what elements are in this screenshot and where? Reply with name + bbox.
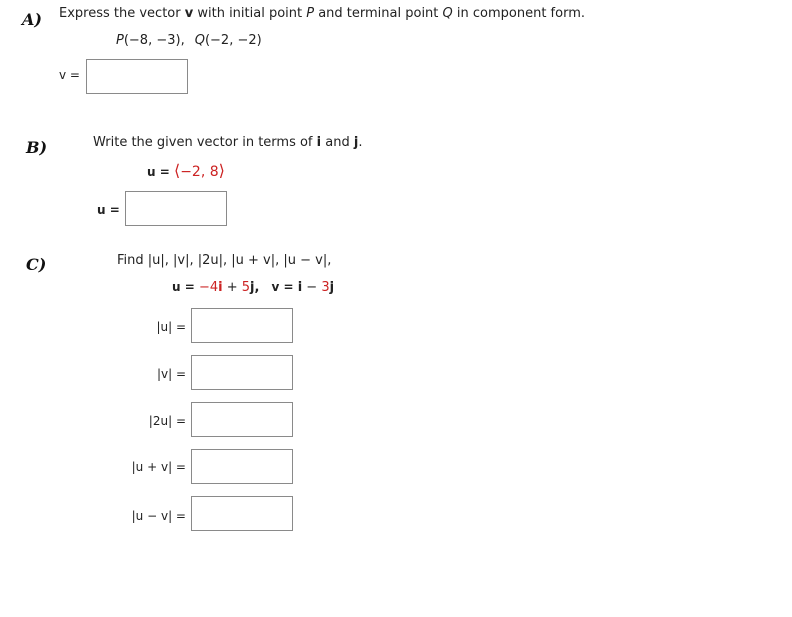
answer-v-label: v = [59, 68, 80, 82]
part-c-label: C) [26, 255, 47, 274]
part-a-label: A) [22, 10, 42, 29]
instruction-text: Write the given vector in terms of [93, 135, 317, 150]
part-a-instruction [59, 6, 585, 21]
point-p-coords: (−8, −3), [123, 33, 185, 48]
point-q-coords: (−2, −2) [204, 33, 262, 48]
unit-j-symbol: j [353, 135, 359, 150]
given-v-coef-j: 3 [321, 280, 330, 295]
given-u-coef-j: 5 [241, 280, 251, 295]
magnitude-u-plus-v-label: |u + v| = [131, 460, 186, 474]
given-v-i: i [297, 280, 303, 295]
given-u-name: u = [147, 165, 174, 179]
point-q-symbol: Q [442, 6, 453, 21]
angle-bracket-open: ⟨ [173, 161, 181, 180]
part-b-given-vector [147, 161, 225, 180]
magnitude-v-label: |v| = [156, 367, 186, 381]
magnitude-u-plus-v-input[interactable] [191, 449, 293, 484]
magnitude-2u-label: |2u| = [148, 414, 186, 428]
magnitude-u-input[interactable] [191, 308, 293, 343]
instruction-text: . [358, 135, 363, 150]
magnitude-u-minus-v-input[interactable] [191, 496, 293, 531]
magnitude-u-minus-v-label: |u − v| = [131, 509, 186, 523]
given-u-i: i [218, 280, 223, 295]
given-v-label: v = [271, 280, 298, 294]
part-b-label: B) [26, 138, 48, 157]
answer-u-label: u = [97, 203, 120, 217]
given-u-coef-i: −4 [198, 280, 219, 295]
part-c-given-vectors [172, 280, 334, 295]
magnitude-v-input[interactable] [191, 355, 293, 390]
part-a-points [116, 33, 262, 48]
unit-i-symbol: i [316, 135, 322, 150]
part-b-instruction [93, 135, 362, 150]
magnitude-u-label: |u| = [156, 320, 186, 334]
instruction-text: with initial point [193, 6, 307, 21]
given-u-j: j, [250, 280, 260, 295]
instruction-text: and [321, 135, 354, 150]
given-u-label: u = [172, 280, 199, 294]
angle-bracket-close: ⟩ [218, 161, 225, 180]
point-p-name: P [116, 33, 124, 48]
point-q-name: Q [194, 33, 205, 48]
answer-u-input[interactable] [125, 191, 227, 226]
magnitude-2u-input[interactable] [191, 402, 293, 437]
instruction-text: in component form. [452, 6, 585, 21]
minus-sign: − [302, 280, 322, 295]
plus-sign: + [222, 280, 242, 295]
answer-v-input[interactable] [86, 59, 188, 94]
point-p-symbol: P [306, 6, 315, 21]
instruction-text: and terminal point [314, 6, 443, 21]
part-c-instruction: Find |u|, |v|, |2u|, |u + v|, |u − v|, [117, 253, 332, 268]
given-u-components: −2, 8 [180, 164, 219, 180]
instruction-text: Express the vector [59, 6, 185, 21]
vector-v-symbol: v [184, 6, 194, 21]
given-v-j: j [329, 280, 335, 295]
